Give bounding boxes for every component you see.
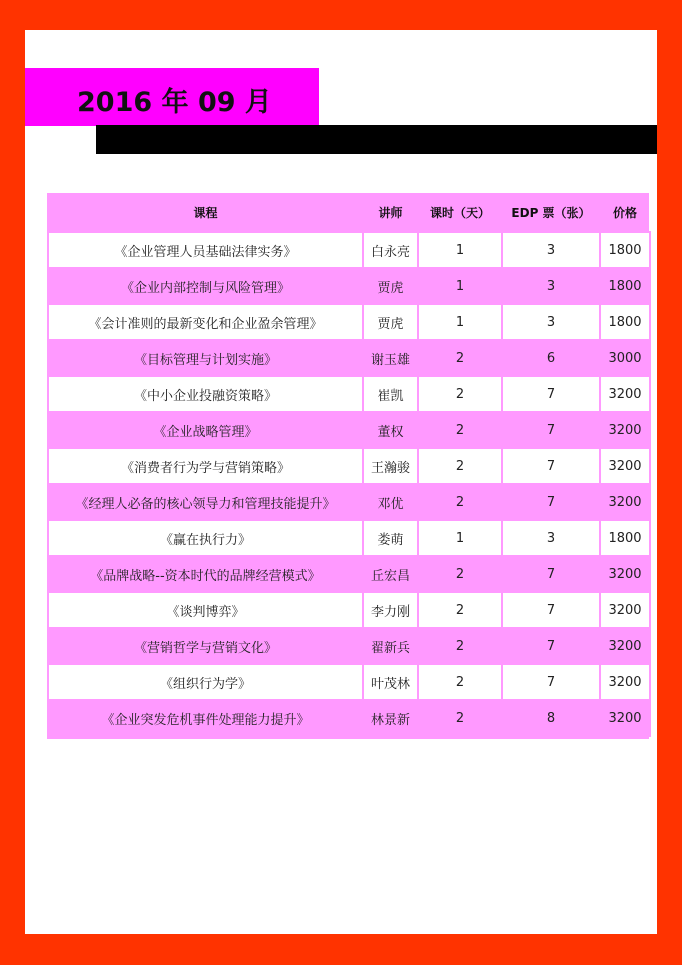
course-table-container [47,193,649,739]
cell-price: 3200 [600,592,650,628]
cell-price: 1800 [600,520,650,556]
table-row [48,700,650,736]
cell-lecturer: 崔凯 [363,376,418,412]
table-row [48,232,650,268]
cell-price: 3200 [600,376,650,412]
cell-lecturer: 翟新兵 [363,628,418,664]
cell-days: 1 [418,520,502,556]
table-row [48,664,650,700]
cell-lecturer: 林景新 [363,700,418,736]
cell-course: 《企业管理人员基础法律实务》 [48,232,363,268]
table-row [48,520,650,556]
cell-tickets: 7 [502,628,600,664]
cell-tickets: 7 [502,376,600,412]
cell-course: 《经理人必备的核心领导力和管理技能提升》 [48,484,363,520]
cell-price: 3200 [600,448,650,484]
cell-tickets: 3 [502,304,600,340]
cell-price: 3200 [600,700,650,736]
cell-lecturer: 贾虎 [363,268,418,304]
cell-tickets: 6 [502,340,600,376]
cell-lecturer: 谢玉雄 [363,340,418,376]
cell-tickets: 7 [502,556,600,592]
cell-course: 《谈判博弈》 [48,592,363,628]
table-row [48,376,650,412]
cell-lecturer: 白永亮 [363,232,418,268]
cell-course: 《企业内部控制与风险管理》 [48,268,363,304]
cell-course: 《赢在执行力》 [48,520,363,556]
table-row [48,556,650,592]
cell-lecturer: 李力刚 [363,592,418,628]
page [25,30,657,934]
cell-days: 2 [418,448,502,484]
cell-tickets: 7 [502,592,600,628]
cell-price: 3000 [600,340,650,376]
table-row [48,484,650,520]
cell-days: 2 [418,340,502,376]
header-days: 课时（天） [429,205,490,220]
cell-course: 《组织行为学》 [48,664,363,700]
cell-course: 《企业战略管理》 [48,412,363,448]
cell-price: 3200 [600,484,650,520]
cell-price: 1800 [600,268,650,304]
table-row [48,448,650,484]
cell-price: 1800 [600,304,650,340]
cell-tickets: 3 [502,268,600,304]
header-lecturer: 讲师 [378,205,403,220]
cell-days: 2 [418,628,502,664]
table-row [48,304,650,340]
cell-days: 1 [418,268,502,304]
cell-lecturer: 娄萌 [363,520,418,556]
cell-days: 2 [418,556,502,592]
header-tickets: EDP 票（张） [511,205,591,220]
cell-lecturer: 邓优 [363,484,418,520]
cell-days: 2 [418,412,502,448]
cell-days: 2 [418,376,502,412]
cell-tickets: 7 [502,412,600,448]
cell-lecturer: 丘宏昌 [363,556,418,592]
cell-days: 1 [418,304,502,340]
page-title: 2016 年 09 月 [77,87,272,118]
cell-price: 1800 [600,232,650,268]
cell-price: 3200 [600,556,650,592]
cell-tickets: 7 [502,664,600,700]
cell-price: 3200 [600,412,650,448]
title-band [25,68,319,126]
cell-tickets: 7 [502,484,600,520]
course-table [47,193,651,737]
cell-days: 2 [418,700,502,736]
cell-lecturer: 贾虎 [363,304,418,340]
table-row [48,628,650,664]
cell-course: 《会计准则的最新变化和企业盈余管理》 [48,304,363,340]
cell-days: 2 [418,484,502,520]
table-row [48,412,650,448]
cell-course: 《品牌战略--资本时代的品牌经营模式》 [48,556,363,592]
cell-course: 《营销哲学与营销文化》 [48,628,363,664]
cell-tickets: 3 [502,232,600,268]
table-row [48,592,650,628]
header-price: 价格 [612,205,637,220]
cell-lecturer: 王瀚骏 [363,448,418,484]
cell-price: 3200 [600,628,650,664]
decorative-bar [96,125,657,154]
cell-course: 《目标管理与计划实施》 [48,340,363,376]
cell-days: 2 [418,664,502,700]
cell-tickets: 3 [502,520,600,556]
cell-tickets: 8 [502,700,600,736]
cell-days: 2 [418,592,502,628]
header-course: 课程 [193,205,218,220]
cell-lecturer: 董权 [363,412,418,448]
table-header-row [48,193,650,232]
cell-tickets: 7 [502,448,600,484]
cell-lecturer: 叶茂林 [363,664,418,700]
cell-course: 《企业突发危机事件处理能力提升》 [48,700,363,736]
table-row [48,268,650,304]
table-row [48,340,650,376]
cell-course: 《消费者行为学与营销策略》 [48,448,363,484]
cell-days: 1 [418,232,502,268]
cell-price: 3200 [600,664,650,700]
cell-course: 《中小企业投融资策略》 [48,376,363,412]
